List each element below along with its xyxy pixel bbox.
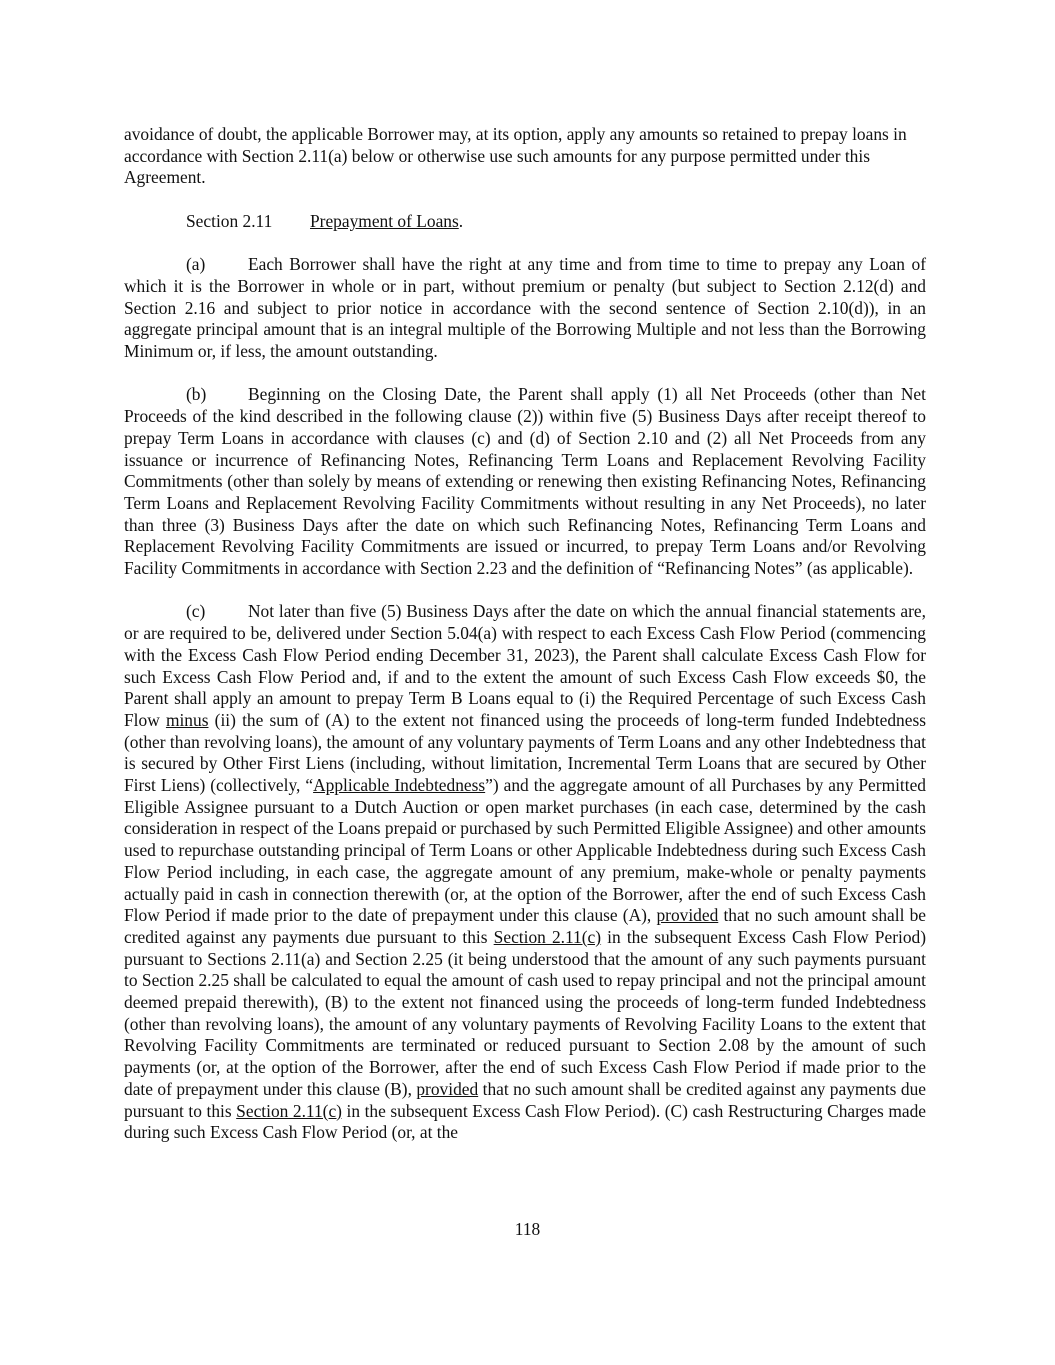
applicable-indebtedness-term: Applicable Indebtedness xyxy=(313,775,486,796)
section-reference-1: Section 2.11(c) xyxy=(493,926,602,947)
paragraph-c-text-6: that no such amount shall be credited against any payments due pursuant to this xyxy=(124,1078,926,1121)
paragraph-c-text-3: ”) and the aggregate amount of all Purchases by any Permitted Eligible Assignee pursuant to a Dutch Auction or open market purchases (in each case, determined by the cash consideration in respect of the Loans prepaid or purchased by such Permitted Eligible Assignee) and other amounts used to repurchase outstanding principal of Term Loans or other Applicable Indebtedness during such Excess Cash Flow Period including, in each case, the aggregate amount of any premium, make-whole or penalty payments actually paid in cash in connection therewith (or, at the option of the Borrower, after the end of such Excess Cash Flow Period if made prior to the date of prepayment under this clause (A), xyxy=(124,775,927,926)
document-page xyxy=(124,124,926,1166)
paragraph-b-label: (b) xyxy=(186,384,207,405)
page-number: 118 xyxy=(514,1219,541,1239)
section-title-period: . xyxy=(458,210,464,231)
minus-term: minus xyxy=(165,709,209,730)
paragraph-c-text-7: in the subsequent Excess Cash Flow Period). (C) cash Restructuring Charges made during such Excess Cash Flow Period (or, at the xyxy=(124,1100,926,1143)
paragraph-c-text-5: in the subsequent Excess Cash Flow Period) pursuant to Sections 2.11(a) and Section 2.25 (it being understood that the amount of any such payments pursuant to Section 2.25 shall be calculated to equal the amount of cash used to repay principal and not the principal amount deemed prepaid therewith), (B) to the extent not financed using the proceeds of long-term funded Indebtedness (other than revolving loans), the amount of any voluntary payments of Revolving Facility Loans to the extent that Revolving Facility Commitments are terminated or reduced pursuant to Section 2.08 by the amount of such payments (or, at the option of the Borrower, after the end of such Excess Cash Flow Period if made prior to the date of prepayment under this clause (B), xyxy=(124,926,927,1099)
paragraph-b xyxy=(124,384,926,579)
section-title: Prepayment of Loans xyxy=(310,210,459,231)
intro-paragraph: avoidance of doubt, the applicable Borrower may, at its option, apply any amounts so retained to prepay loans in accordance with Section 2.11(a) below or otherwise use such amounts for any purpose permitted under this Agreement. xyxy=(124,124,907,188)
paragraph-c-text-4: that no such amount shall be credited against any payments due pursuant to this xyxy=(124,905,927,947)
paragraph-c-text-1: Not later than five (5) Business Days after the date on which the annual financial statements are, or are required to be, delivered under Section 5.04(a) with respect to each Excess Cash Flow Period (commencing with the Excess Cash Flow Period ending December 31, 2023), the Parent shall calculate Excess Cash Flow for such Excess Cash Flow Period and, if and to the extent the amount of such Excess Cash Flow exceeds $0, the Parent shall apply an amount to prepay Term B Loans equal to (i) the Required Percentage of such Excess Cash Flow xyxy=(124,601,926,730)
section-number: Section 2.11 xyxy=(186,210,273,231)
section-reference-2: Section 2.11(c) xyxy=(236,1100,342,1121)
section-heading xyxy=(124,211,926,233)
paragraph-a xyxy=(124,254,926,363)
paragraph-b-text: Beginning on the Closing Date, the Parent shall apply (1) all Net Proceeds (other than Net Proceeds of the kind described in the following clause (2)) within five (5) Business Days after receipt thereof to prepay Term Loans in accordance with clauses (c) and (d) of Section 2.10 and (2) all Net Proceeds from any issuance or incurrence of Refinancing Notes, Refinancing Term Loans and Replacement Revolving Facility Commitments (other than solely by means of extending or renewing then existing Refinancing Notes, Refinancing Term Loans and Replacement Revolving Facility Commitments without resulting in any Net Proceeds), no later than three (3) Business Days after the date on which such Refinancing Notes, Refinancing Term Loans and Replacement Revolving Facility Commitments are issued or incurred, to prepay Term Loans and/or Revolving Facility Commitments in accordance with Section 2.23 and the definition of “Refinancing Notes” (as applicable). xyxy=(124,384,926,579)
paragraph-c-text-2: (ii) the sum of (A) to the extent not financed using the proceeds of long-term funded Indebtedness (other than revolving loans), the amount of any voluntary payments of Term Loans and any other Indebtedness that is secured by Other First Liens (including, without limitation, Incremental Term Loans that are secured by Other First Liens) (collectively, “ xyxy=(124,709,926,796)
paragraph-a-label: (a) xyxy=(186,254,206,275)
paragraph-a-text: Each Borrower shall have the right at any time and from time to time to prepay any Loan of which it is the Borrower in whole or in part, without premium or penalty (but subject to Section 2.12(d) and Section 2.16 and subject to prior notice in accordance with the second sentence of Section 2.10(d)), in an aggregate principal amount that is an integral multiple of the Borrowing Multiple and not less than the Borrowing Minimum or, if less, the amount outstanding. xyxy=(124,254,926,361)
provided-term-1: provided xyxy=(656,905,719,926)
paragraph-c-label: (c) xyxy=(186,601,206,622)
provided-term-2: provided xyxy=(416,1078,479,1099)
paragraph-c xyxy=(124,601,926,1144)
